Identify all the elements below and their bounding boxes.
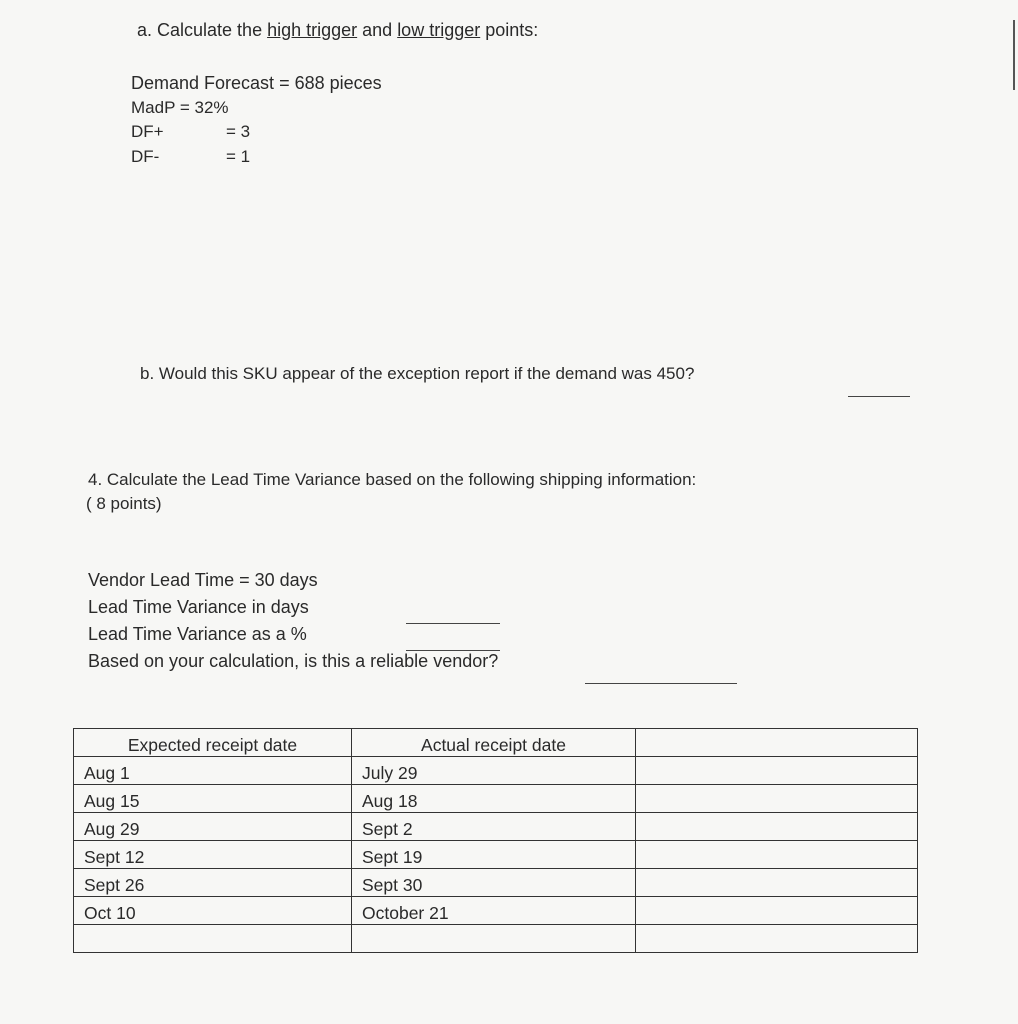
given-df-plus-label: DF+ [131, 122, 164, 141]
header-blank [636, 729, 918, 757]
expected-date-cell: Oct 10 [74, 897, 352, 925]
high-trigger-term: high trigger [267, 20, 358, 40]
header-expected-receipt-date: Expected receipt date [74, 729, 352, 757]
part-a-suffix: points: [480, 20, 539, 40]
given-df-plus-value: = 3 [226, 122, 251, 141]
expected-date-cell: Aug 15 [74, 785, 352, 813]
part-a-and: and [357, 20, 398, 40]
table-row [74, 925, 918, 953]
part-b-answer-blank[interactable] [848, 396, 910, 397]
variance-cell[interactable] [636, 785, 918, 813]
expected-date-cell: Aug 1 [74, 757, 352, 785]
variance-cell[interactable] [636, 813, 918, 841]
table-header-row [74, 729, 918, 757]
actual-date-cell: Sept 19 [352, 841, 636, 869]
reliable-vendor-answer-blank[interactable] [585, 683, 737, 684]
lead-time-variance-days-label: Lead Time Variance in days [88, 597, 309, 617]
receipt-dates-table [73, 728, 918, 953]
part-b-question: b. Would this SKU appear of the exception report if the demand was 450? [140, 364, 695, 383]
given-madp: MadP = 32% [131, 98, 229, 117]
part-a-prefix: a. Calculate the [137, 20, 268, 40]
variance-cell[interactable] [636, 869, 918, 897]
expected-date-cell: Aug 29 [74, 813, 352, 841]
scan-edge-mark [1013, 20, 1015, 90]
vendor-lead-time: Vendor Lead Time = 30 days [88, 570, 318, 590]
actual-date-cell: Aug 18 [352, 785, 636, 813]
table-row [74, 869, 918, 897]
table-row [74, 785, 918, 813]
given-df-minus-label: DF- [131, 147, 160, 166]
actual-date-cell: Sept 2 [352, 813, 636, 841]
table-row [74, 897, 918, 925]
actual-date-cell[interactable] [352, 925, 636, 953]
low-trigger-term: low trigger [397, 20, 481, 40]
question-4-points: ( 8 points) [86, 494, 162, 513]
expected-date-cell[interactable] [74, 925, 352, 953]
header-actual-receipt-date: Actual receipt date [352, 729, 636, 757]
given-demand-forecast: Demand Forecast = 688 pieces [131, 73, 382, 93]
table-row [74, 841, 918, 869]
variance-days-answer-blank[interactable] [406, 623, 500, 624]
lead-time-variance-pct-label: Lead Time Variance as a % [88, 624, 307, 644]
expected-date-cell: Sept 12 [74, 841, 352, 869]
reliable-vendor-question: Based on your calculation, is this a reliable vendor? [88, 651, 499, 671]
actual-date-cell: July 29 [352, 757, 636, 785]
table-row [74, 757, 918, 785]
variance-cell[interactable] [636, 925, 918, 953]
given-df-minus-value: = 1 [226, 147, 251, 166]
part-a-question [137, 20, 538, 41]
variance-cell[interactable] [636, 897, 918, 925]
expected-date-cell: Sept 26 [74, 869, 352, 897]
actual-date-cell: October 21 [352, 897, 636, 925]
question-4-text: 4. Calculate the Lead Time Variance based on the following shipping information: [88, 470, 697, 489]
table-row [74, 813, 918, 841]
variance-cell[interactable] [636, 757, 918, 785]
actual-date-cell: Sept 30 [352, 869, 636, 897]
variance-cell[interactable] [636, 841, 918, 869]
